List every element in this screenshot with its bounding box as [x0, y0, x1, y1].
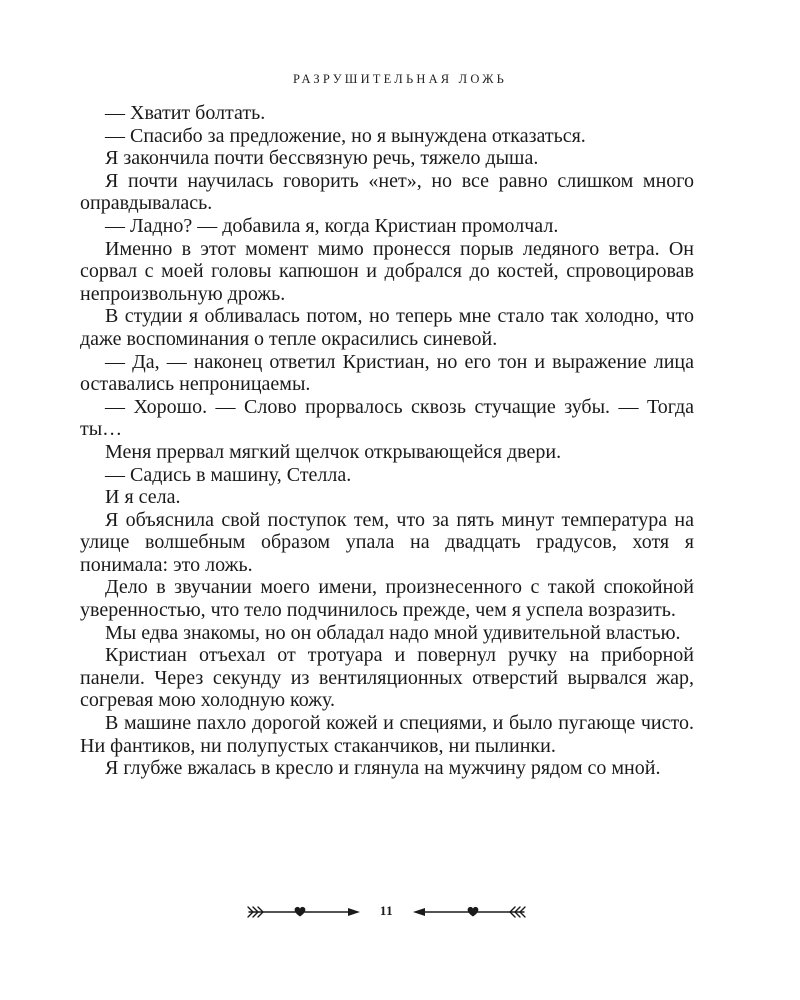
paragraph: Я глубже вжалась в кресло и глянула на мужчину рядом со мной. — [105, 757, 661, 780]
paragraph: Я объяснила свой поступок тем, что за пять минут температура на улице волшебным образом упала на двадцать градусов, хотя я понимала: это ложь. — [80, 508, 694, 576]
arrow-heart-ornament-left-icon — [244, 898, 368, 926]
page-number: 11 — [379, 903, 394, 918]
running-head-title: РАЗРУШИТЕЛЬНАЯ ЛОЖЬ — [292, 72, 508, 86]
paragraph: Именно в этот момент мимо пронесся порыв ледяного ветра. Он сорвал с моей головы капюшон и добрался до костей, спровоцировав непроизвольную дрожь. — [80, 237, 694, 305]
paragraph: В машине пахло дорогой кожей и специями, и было пугающе чисто. Ни фантиков, ни полупустых стаканчиков, ни пылинки. — [80, 712, 694, 757]
paragraph: — Да, — наконец ответил Кристиан, но его тон и выражение лица оставались непроницаемы. — [80, 350, 694, 396]
page-footer — [0, 898, 800, 926]
body-text — [80, 102, 694, 780]
arrow-heart-ornament-right-icon — [405, 898, 529, 926]
paragraph: В студии я обливалась потом, но теперь мне стало так холодно, что даже воспоминания о тепле окрасились синевой. — [80, 305, 694, 350]
paragraph: Мы едва знакомы, но он обладал надо мной удивительной властью. — [105, 621, 681, 644]
paragraph: Меня прервал мягкий щелчок открывающейся двери. — [105, 440, 562, 463]
paragraph: — Хватит болтать. — [105, 102, 266, 124]
paragraph: Кристиан отъехал от тротуара и повернул ручку на приборной панели. Через секунду из вентиляционных отверстий вырвался жар, согревая мою холодную кожу. — [80, 644, 694, 712]
paragraph: — Хорошо. — Слово прорвалось сквозь стучащие зубы. — Тогда ты… — [80, 395, 694, 441]
paragraph: — Садись в машину, Стелла. — [105, 463, 352, 486]
paragraph: Дело в звучании моего имени, произнесенного с такой спокойной уверенностью, что тело подчинилось прежде, чем я успела возразить. — [80, 576, 694, 622]
paragraph: — Ладно? — добавила я, когда Кристиан промолчал. — [105, 214, 559, 237]
paragraph: Я почти научилась говорить «нет», но все равно слишком много оправдывалась. — [80, 169, 694, 215]
paragraph: Я закончила почти бессвязную речь, тяжело дыша. — [105, 147, 539, 170]
paragraph: — Спасибо за предложение, но я вынуждена отказаться. — [105, 124, 586, 147]
paragraph: И я села. — [105, 486, 181, 509]
